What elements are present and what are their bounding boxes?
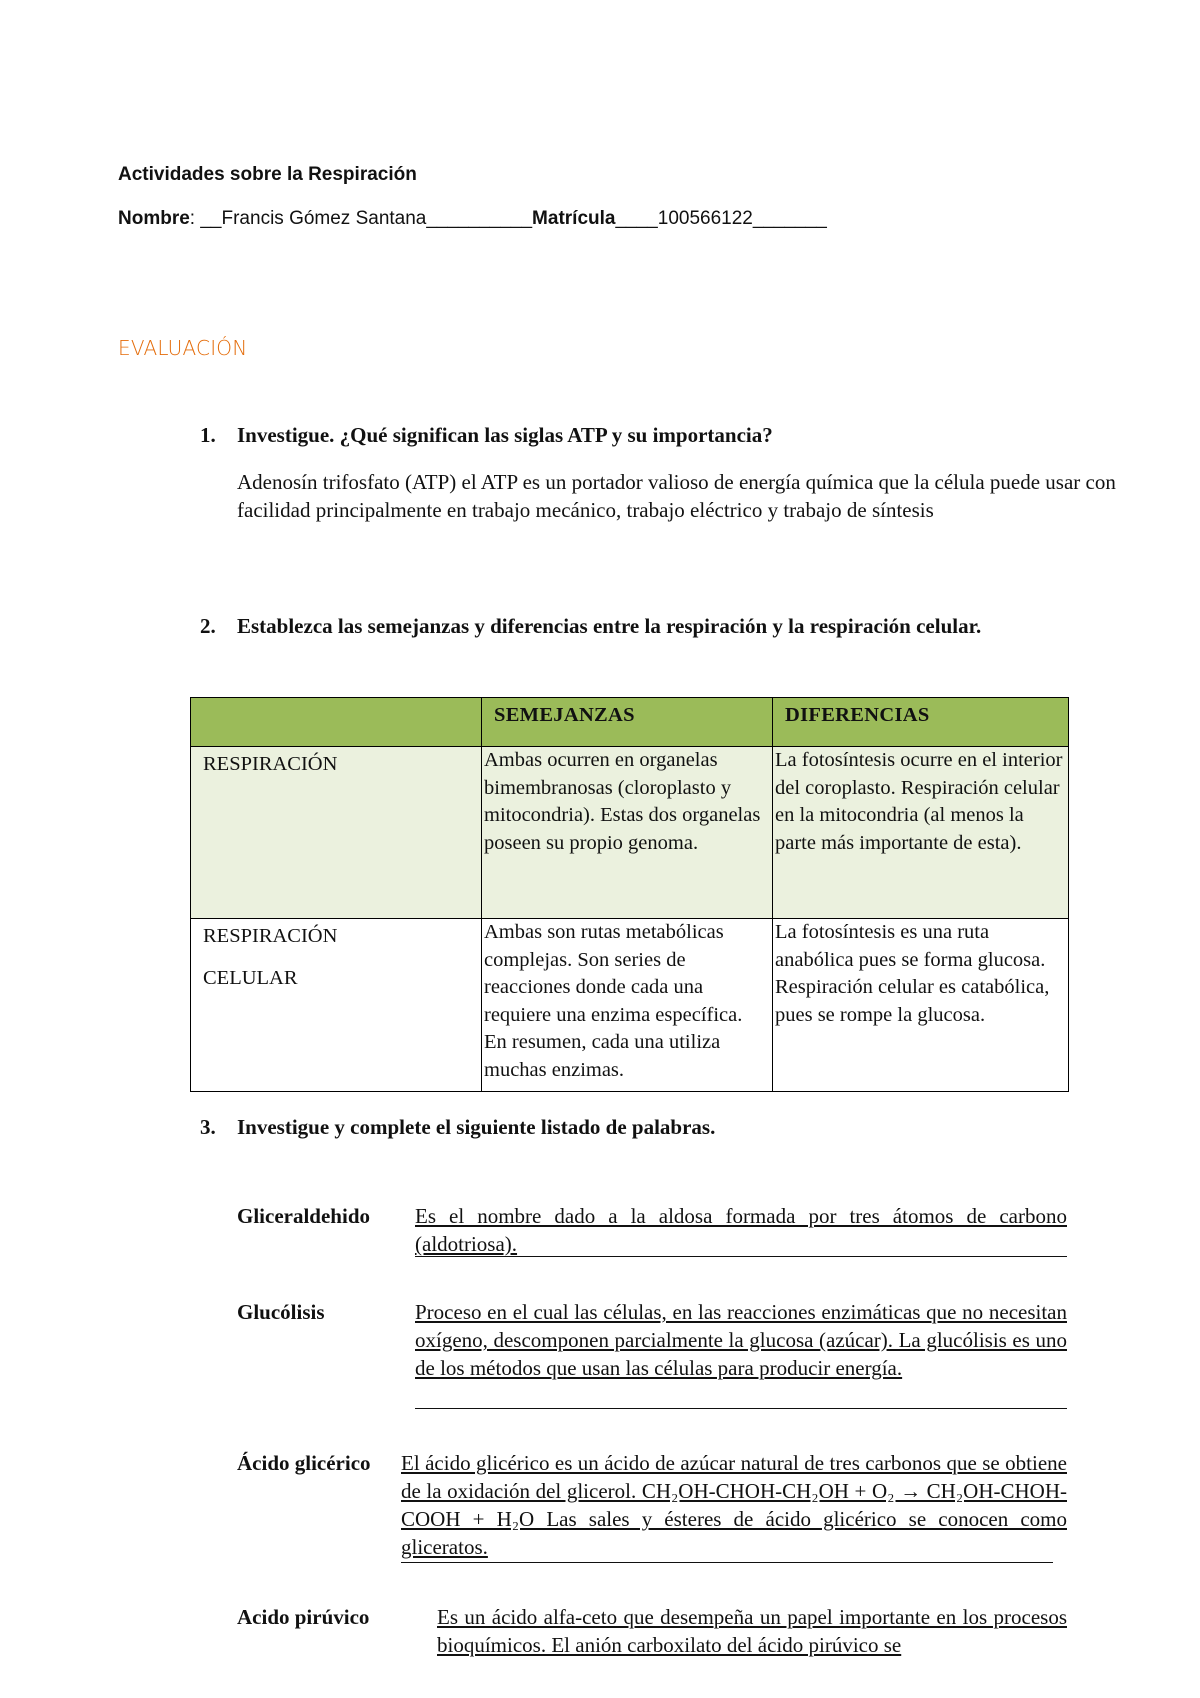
question-text: Investigue y complete el siguiente listado de palabras.: [237, 1115, 716, 1139]
answer-1: Adenosín trifosfato (ATP) el ATP es un portador valioso de energía química que la célula puede usar con facilidad principalmente en trabajo mecánico, trabajo eléctrico y trabajo de síntesis: [237, 470, 1116, 522]
row-label: [191, 919, 482, 1092]
name-label: Nombre: [118, 208, 190, 229]
table-header-cell: [191, 698, 482, 747]
answer-underline: [401, 1562, 1053, 1563]
student-name: Francis Gómez Santana: [221, 208, 427, 229]
glossary-definition: Es un ácido alfa-ceto que desempeña un papel importante en los procesos bioquímicos. El anión carboxilato del ácido pirúvico se: [437, 1605, 1067, 1657]
diferencias-cell: La fotosíntesis ocurre en el interior del coroplasto. Respiración celular en la mitocondria (al menos la parte más importante de esta).: [773, 747, 1069, 919]
id-prefix: ____: [615, 208, 658, 229]
section-title: EVALUACIÓN: [118, 336, 248, 360]
diferencias-cell: La fotosíntesis es una ruta anabólica pues se forma glucosa. Respiración celular es catabólica, pues se rompe la glucosa.: [773, 919, 1069, 1092]
answer-underline: [415, 1256, 1067, 1257]
answer-underline: [415, 1408, 1067, 1409]
table-header-row: [191, 698, 1069, 747]
row-label-text-2: CELULAR: [203, 966, 298, 989]
glossary-term: Glucólisis: [237, 1300, 325, 1324]
question-number: 2.: [200, 614, 216, 638]
table-row: [191, 747, 1069, 919]
name-fill: __________: [426, 208, 533, 229]
question-number: 3.: [200, 1115, 216, 1139]
question-text: Investigue. ¿Qué significan las siglas ATP y su importancia?: [237, 423, 773, 447]
table-header-cell: SEMEJANZAS: [482, 698, 773, 747]
semejanzas-cell: Ambas son rutas metabólicas complejas. Son series de reacciones donde cada una requiere una enzima específica. En resumen, cada una utiliza muchas enzimas.: [482, 919, 773, 1092]
comparison-table: [190, 697, 1069, 1092]
glossary-term: Gliceraldehido: [237, 1204, 370, 1228]
student-id: 100566122: [657, 208, 753, 229]
question-text: Establezca las semejanzas y diferencias entre la respiración y la respiración celular.: [237, 614, 982, 638]
glossary-definition: Es el nombre dado a la aldosa formada por tres átomos de carbono (aldotriosa).: [415, 1204, 1067, 1256]
semejanzas-cell: Ambas ocurren en organelas bimembranosas (cloroplasto y mitocondria). Estas dos organelas poseen su propio genoma.: [482, 747, 773, 919]
question-number: 1.: [200, 423, 216, 447]
glossary-term: Ácido glicérico: [237, 1451, 371, 1475]
id-fill: _______: [752, 208, 827, 229]
id-label: Matrícula: [532, 208, 616, 229]
student-info-line: [118, 208, 827, 230]
glossary-definition: Proceso en el cual las células, en las reacciones enzimáticas que no necesitan oxígeno, descomponen parcialmente la glucosa (azúcar). La glucólisis es uno de los métodos que usan las células para producir energía.: [415, 1300, 1067, 1380]
table-row: [191, 919, 1069, 1092]
row-label: [191, 747, 482, 919]
table-header-cell: DIFERENCIAS: [773, 698, 1069, 747]
glossary-definition: El ácido glicérico es un ácido de azúcar natural de tres carbonos que se obtiene de la oxidación del glicerol. CH₂OH-CHOH-CH₂OH + O₂ → CH₂OH-CHOH-COOH + H₂O Las sales y ésteres de ácido glicérico se conocen como gliceratos.: [401, 1451, 1067, 1559]
name-separator: : __: [189, 208, 222, 229]
row-label-text: RESPIRACIÓN: [203, 925, 338, 947]
document-title: Actividades sobre la Respiración: [118, 164, 417, 185]
glossary-term: Acido pirúvico: [237, 1605, 370, 1629]
row-label-text: RESPIRACIÓN: [203, 753, 338, 775]
